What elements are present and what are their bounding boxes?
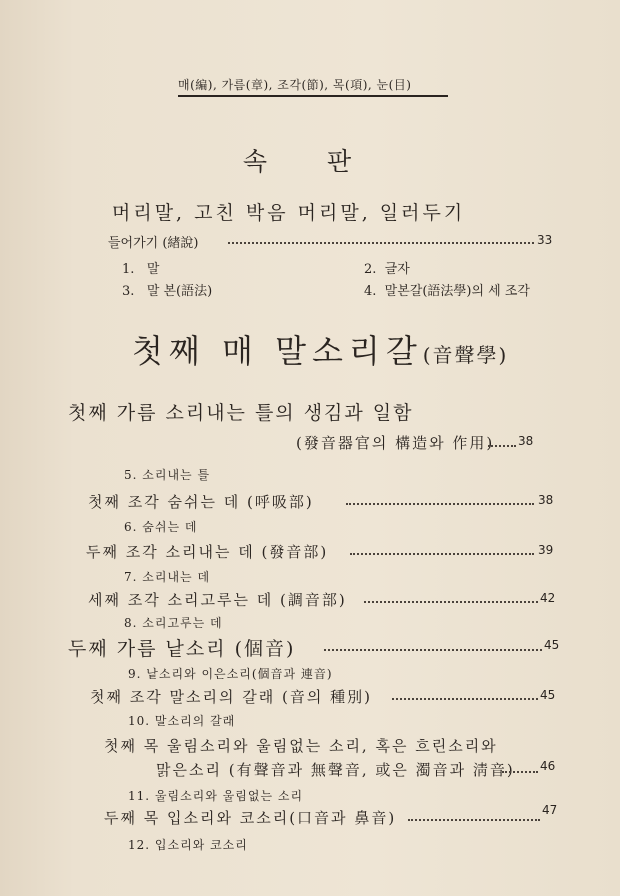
chapter-2-heading: 두째 가름 낱소리 (個音) (68, 638, 296, 660)
page-title: 속 판 (242, 147, 378, 176)
toc-page-39: 39 (538, 543, 554, 557)
dot-leader (408, 819, 540, 821)
dot-leader (324, 649, 542, 651)
dot-leader (392, 698, 538, 700)
toc-page-46: 46 (540, 759, 556, 773)
toc-sec-articulation: 세째 조각 소리고루는 데 (調音部) (88, 591, 347, 609)
intro-page: 33 (537, 233, 553, 247)
dot-leader (364, 601, 538, 603)
chapter-1-heading: 첫째 가름 소리내는 틀의 생김과 일함 (68, 402, 414, 424)
dot-leader (502, 771, 538, 773)
dot-leader (346, 503, 534, 505)
toc-page-45a: 45 (544, 638, 560, 652)
toc-sec-phonation: 두째 조각 소리내는 데 (發音部) (86, 543, 329, 561)
toc-sub-10: 10. 말소리의 갈래 (128, 714, 236, 728)
toc-sub-6: 6. 숨쉬는 데 (124, 520, 198, 534)
toc-sub-7: 7. 소리내는 데 (124, 570, 211, 584)
toc-sec-breathing: 첫째 조각 숨쉬는 데 (呼吸部) (88, 493, 314, 511)
chapter-1-sub: (發音器官의 構造와 作用) (296, 434, 495, 452)
dot-leader (350, 553, 534, 555)
part-paren: (音聲學) (422, 343, 509, 367)
intro-item-4: 4. 말본갈(語法學)의 세 조각 (364, 284, 530, 299)
chapter-1-page: 38 (518, 434, 534, 448)
toc-item-voiced-cont: 맑은소리 (有聲音과 無聲音, 或은 濁音과 淸音) (156, 761, 515, 779)
toc-sub-9: 9. 낱소리와 이은소리(個音과 連音) (128, 667, 333, 681)
toc-sub-12: 12. 입소리와 코소리 (128, 838, 248, 852)
dot-leader (228, 242, 534, 244)
running-header: 매(編), 가름(章), 조각(節), 목(項), 눈(目) (178, 78, 412, 92)
dot-leader (488, 445, 516, 447)
toc-item-voiced: 첫째 목 울림소리와 울림없는 소리, 혹은 흐린소리와 (104, 737, 498, 755)
toc-sub-5: 5. 소리내는 틀 (124, 468, 211, 482)
header-rule (178, 95, 448, 97)
toc-sub-8: 8. 소리고루는 데 (124, 616, 223, 630)
toc-page-47: 47 (542, 803, 558, 817)
part-label: 첫째 매 말소리갈 (132, 332, 423, 370)
toc-sub-11: 11. 울림소리와 울림없는 소리 (128, 789, 304, 803)
intro-item-2: 2. 글자 (364, 262, 410, 277)
toc-item-oral-nasal: 두째 목 입소리와 코소리(口音과 鼻音) (104, 809, 397, 827)
toc-sec-sound-kinds: 첫째 조각 말소리의 갈래 (音의 種別) (90, 688, 372, 706)
intro-label: 들어가기 (緖說) (108, 236, 199, 251)
toc-page-45b: 45 (540, 688, 556, 702)
intro-item-1: 1. 말 (122, 262, 160, 277)
toc-page-38: 38 (538, 493, 554, 507)
intro-item-3: 3. 말 본(語法) (122, 284, 213, 299)
part-heading (132, 326, 508, 372)
toc-page-42: 42 (540, 591, 556, 605)
preface-line: 머리말, 고친 박음 머리말, 일러두기 (112, 202, 466, 224)
